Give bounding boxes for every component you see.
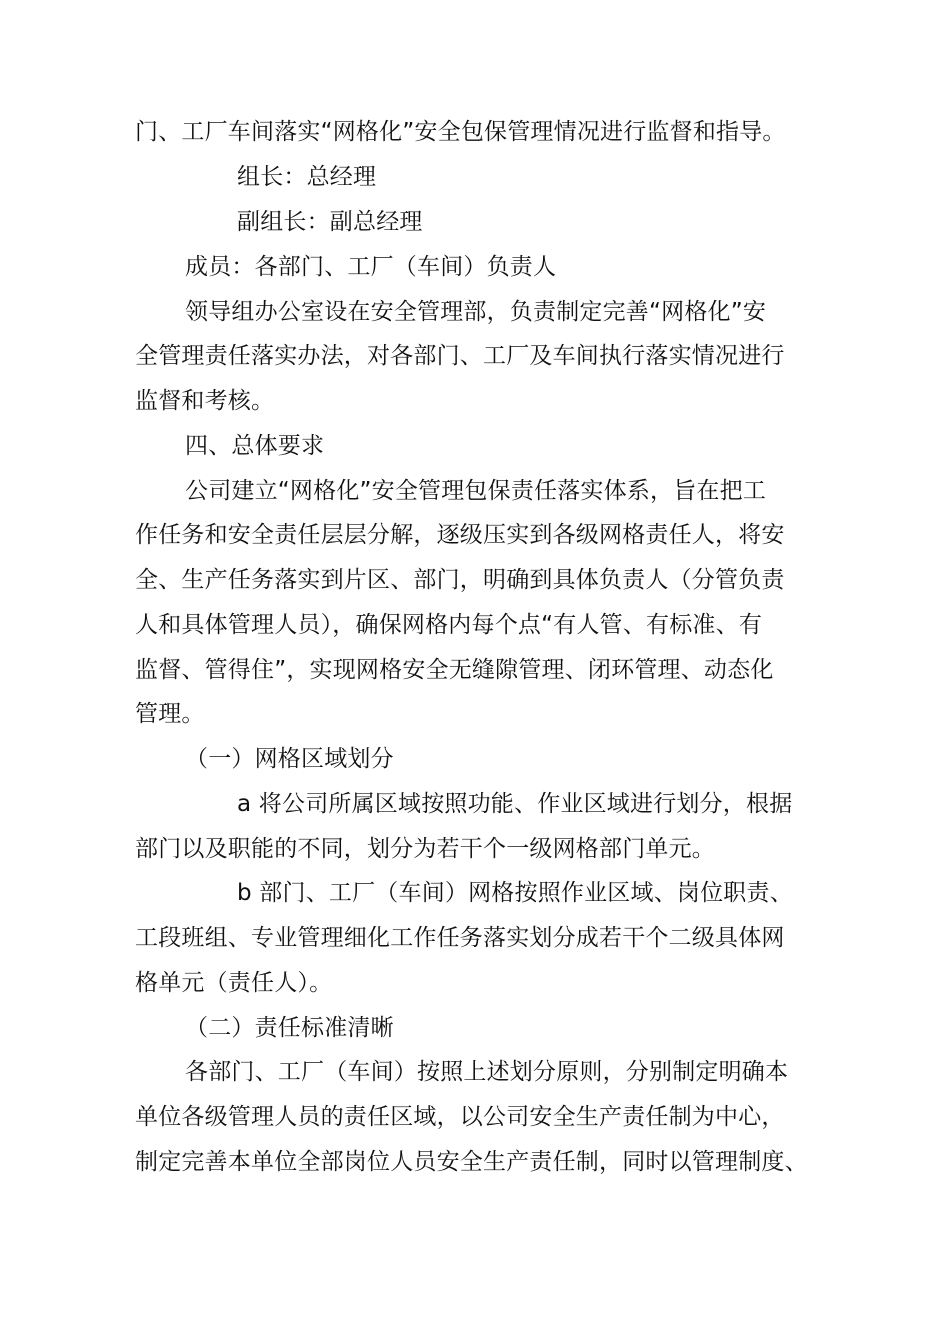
- paragraph-line: 工段班组、专业管理细化工作任务落实划分成若干个二级具体网: [135, 925, 785, 951]
- paragraph-line: 作任务和安全责任层层分解，逐级压实到各级网格责任人，将安: [135, 522, 785, 548]
- paragraph-line: 门、工厂车间落实“网格化”安全包保管理情况进行监督和指导。: [135, 119, 786, 145]
- paragraph-line: 管理。: [135, 701, 205, 727]
- members-line: 成员：各部门、工厂（车间）负责人: [185, 254, 557, 280]
- list-item-b: b 部门、工厂（车间）网格按照作业区域、岗位职责、: [237, 880, 793, 906]
- paragraph-line: 各部门、工厂（车间）按照上述划分原则，分别制定明确本: [185, 1059, 789, 1085]
- paragraph-line: 领导组办公室设在安全管理部，负责制定完善“网格化”安: [185, 299, 767, 325]
- paragraph-line: 公司建立“网格化”安全管理包保责任落实体系，旨在把工: [185, 478, 767, 504]
- paragraph-line: 制定完善本单位全部岗位人员安全生产责任制，同时以管理制度、: [135, 1149, 808, 1175]
- subsection-heading: （一）网格区域划分: [185, 746, 394, 772]
- paragraph-line: 单位各级管理人员的责任区域，以公司安全生产责任制为中心，: [135, 1104, 785, 1130]
- list-item-a: a 将公司所属区域按照功能、作业区域进行划分，根据: [237, 791, 793, 817]
- section-heading: 四、总体要求: [185, 433, 325, 459]
- team-leader-line: 组长：总经理: [237, 164, 377, 190]
- deputy-leader-line: 副组长：副总经理: [237, 209, 423, 235]
- paragraph-line: 监督和考核。: [135, 388, 275, 414]
- subsection-heading: （二）责任标准清晰: [185, 1015, 394, 1041]
- paragraph-line: 人和具体管理人员），确保网格内每个点“有人管、有标准、有: [135, 612, 763, 638]
- paragraph-line: 全管理责任落实办法，对各部门、工厂及车间执行落实情况进行: [135, 343, 785, 369]
- paragraph-line: 格单元（责任人）。: [135, 970, 333, 996]
- paragraph-line: 监督、管得住”，实现网格安全无缝隙管理、闭环管理、动态化: [135, 657, 774, 683]
- paragraph-line: 部门以及职能的不同，划分为若干个一级网格部门单元。: [135, 836, 715, 862]
- paragraph-line: 全、生产任务落实到片区、部门，明确到具体负责人（分管负责: [135, 567, 785, 593]
